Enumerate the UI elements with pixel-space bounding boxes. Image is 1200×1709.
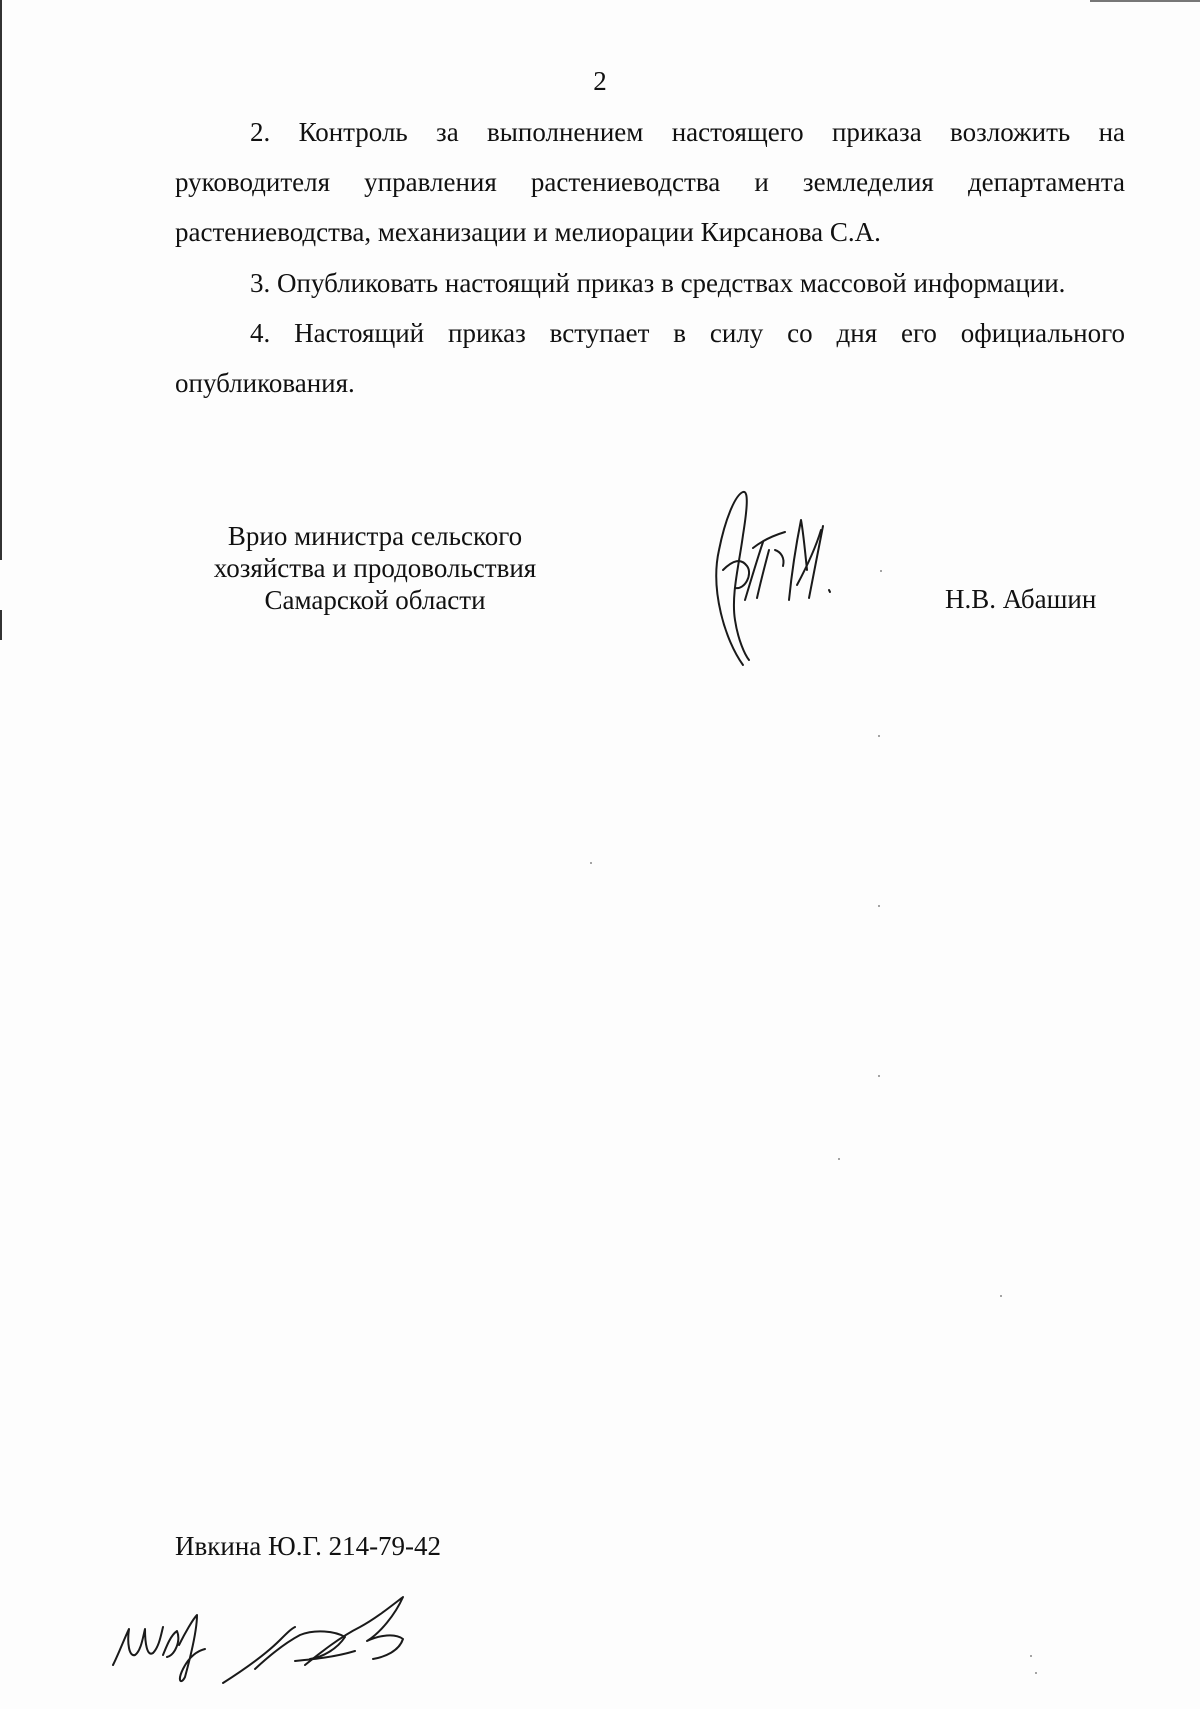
signatory-position-line: Самарской области bbox=[264, 585, 486, 615]
signatory-name: Н.В. Абашин bbox=[945, 584, 1097, 614]
scan-speck bbox=[590, 862, 592, 864]
scan-speck bbox=[1000, 1295, 1002, 1297]
scan-speck bbox=[838, 1158, 840, 1160]
signatory-position-line: Врио министра сельского bbox=[227, 521, 523, 551]
executor-contact: Ивкина Ю.Г. 214-79-42 bbox=[175, 1531, 442, 1561]
scan-edge-artifact bbox=[1090, 0, 1200, 2]
order-body bbox=[175, 107, 1125, 257]
order-body bbox=[175, 308, 1125, 408]
scan-speck bbox=[878, 905, 880, 907]
scan-speck bbox=[1030, 1655, 1032, 1657]
page-number: 2 bbox=[593, 66, 607, 96]
scan-speck bbox=[878, 1075, 880, 1077]
scan-speck bbox=[878, 735, 880, 737]
scan-edge-artifact bbox=[0, 610, 2, 640]
signatory-position-line: хозяйства и продовольствия bbox=[213, 553, 537, 583]
paragraph-publish: 3. Опубликовать настоящий приказ в средствах массовой информации. bbox=[250, 268, 1066, 298]
order-body bbox=[175, 258, 1125, 308]
scan-speck bbox=[880, 570, 882, 572]
paragraph-control: 2. Контроль за выполнением настоящего приказа возложить на руководителя управления растениеводства и земледелия департамента растениеводства, механизации и мелиорации Кирсанова С.А. bbox=[175, 117, 1125, 247]
signatory-position bbox=[195, 520, 555, 616]
scan-speck bbox=[1035, 1672, 1037, 1674]
handwritten-initials bbox=[105, 1585, 435, 1685]
paragraph-effective-date: 4. Настоящий приказ вступает в силу со дня его официального опубликования. bbox=[175, 318, 1125, 398]
handwritten-signature bbox=[705, 480, 855, 680]
